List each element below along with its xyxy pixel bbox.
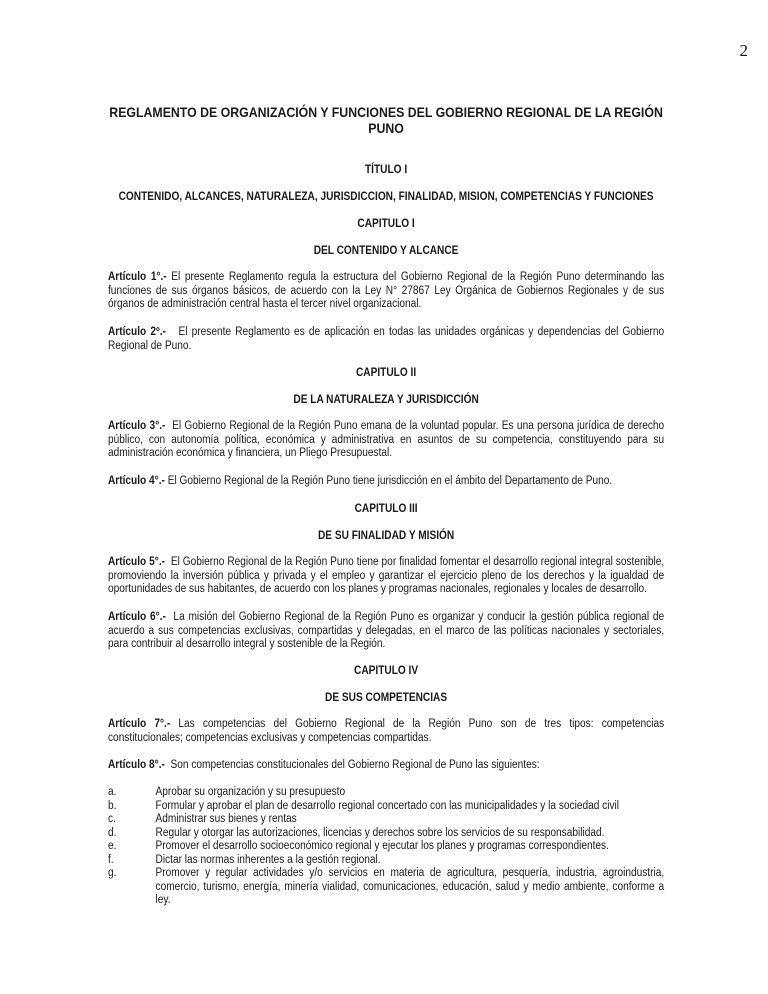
titulo-subheading: CONTENIDO, ALCANCES, NATURALEZA, JURISDICCION, FINALIDAD, MISION, COMPETENCIAS Y FUNCIONES [118,191,654,203]
article-label: Artículo 6°.- [108,611,166,623]
title-line: REGLAMENTO DE ORGANIZACIÓN Y FUNCIONES DEL GOBIERNO REGIONAL DE LA REGIÓN [109,104,663,120]
article-text: La misión del Gobierno Regional de la Región Puno es organizar y conducir la gestión pública regional de [173,611,665,623]
list-text-line: ley. [155,894,171,907]
list-letter: f. [108,854,114,866]
article-1 [108,271,664,312]
article-text: constitucionales; competencias exclusivas y competencias compartidas. [108,731,432,744]
article-5 [108,556,664,597]
article-text: promoviendo la inversión pública y privada y el empleo y garantizar el ejercicio pleno de los derechos y la igualdad de [108,569,665,582]
list-text: Promover el desarrollo socioeconómico regional y ejecutar los planes y programas correspondientes. [155,840,609,852]
page-number: 2 [739,41,748,60]
article-text: público, con autonomía política, económica y administrativa en asuntos de su competencia, constituyendo para su [108,433,665,446]
article-4 [108,475,664,489]
chapter-3-heading: CAPITULO III [354,503,418,515]
list-letter: b. [108,800,117,812]
document-title [108,104,664,136]
list-letter: d. [108,827,117,839]
article-label: Artículo 3°.- [108,420,166,432]
article-label: Artículo 8°.- [108,759,165,771]
article-text: El Gobierno Regional de la Región Puno tiene por finalidad fomentar el desarrollo regional integral sostenible, [170,556,665,568]
article-text: oportunidades de sus habitantes, de acuerdo con los planes y programas nacionales, regionales y locales de desarrollo. [108,583,647,596]
article-text: administración económica y financiera, un Pliego Presupuestal. [108,447,393,460]
chapter-1-heading: CAPITULO I [357,218,415,230]
list-letter: g. [108,867,117,879]
chapter-4-subheading: DE SUS COMPETENCIAS [325,692,448,704]
article-text: El presente Reglamento es de aplicación en todas las unidades orgánicas y dependencias del Gobierno [178,326,665,338]
article-7 [108,718,664,745]
list-text: Formular y aprobar el plan de desarrollo regional concertado con las municipalidades y la sociedad civil [155,800,620,812]
titulo-heading: TÍTULO I [364,164,408,176]
article-text: órganos de administración central hasta el tercer nivel organizacional. [108,298,422,311]
article-text: El presente Reglamento regula la estructura del Gobierno Regional de la Región Puno determinando las [171,271,665,283]
article-label: Artículo 1°.- [108,271,167,283]
list-text: Dictar las normas inherentes a la gestión regional. [155,854,381,866]
article-6 [108,611,664,652]
chapter-1-subheading: DEL CONTENIDO Y ALCANCE [313,245,459,257]
chapter-3-subheading: DE SU FINALIDAD Y MISIÓN [317,530,455,542]
article-label: Artículo 4°.- [108,475,165,487]
list-text: Regular y otorgar las autorizaciones, licencias y derechos sobre los servicios de su responsabilidad. [155,827,605,839]
list-text: Aprobar su organización y su presupuesto [155,786,346,798]
document-body [108,0,664,994]
article-text: Las competencias del Gobierno Regional de la Región Puno son de tres tipos: competencias [178,718,665,730]
list-text-line: Promover y regular actividades y/o servicios en materia de agricultura, pesquería, industria, agroindustria, [155,867,665,879]
article-label: Artículo 2º.- [108,326,166,338]
title-line: PUNO [368,120,404,136]
article-text: para contribuir al desarrollo integral y sostenible de la Región. [108,638,386,651]
chapter-4-heading: CAPITULO IV [354,665,419,677]
article-8 [108,759,664,773]
list-letter: a. [108,786,117,798]
article-text: El Gobierno Regional de la Región Puno emana de la voluntad popular. Es una persona jurídica de derecho [172,420,665,432]
article-text: acuerdo a sus competencias exclusivas, compartidas y delegadas, en el marco de las políticas nacionales y sectoriales, [108,624,665,637]
article-2 [108,326,664,353]
article-text: Son competencias constitucionales del Gobierno Regional de Puno las siguientes: [170,759,540,771]
article-text: funciones de sus órganos básicos, de acuerdo con la Ley N° 27867 Ley Orgánica de Gobiernos Regionales y de sus [108,284,665,297]
list-text [156,867,665,908]
article-3 [108,420,664,461]
article-label: Artículo 7°.- [108,718,171,730]
list-text-line: comercio, turismo, energía, minería vialidad, comunicaciones, educación, salud y medio ambiente, conforme a [155,880,665,893]
list-letter: e. [108,840,117,852]
list-text: Administrar sus bienes y rentas [155,813,297,825]
chapter-2-heading: CAPITULO II [355,367,417,379]
chapter-2-subheading: DE LA NATURALEZA Y JURISDICCIÓN [293,394,479,406]
article-text: El Gobierno Regional de la Región Puno tiene jurisdicción en el ámbito del Departamento de Puno. [167,475,613,487]
article-label: Artículo 5°.- [108,556,166,568]
list-letter: c. [108,813,116,825]
article-text: Regional de Puno. [108,339,192,352]
